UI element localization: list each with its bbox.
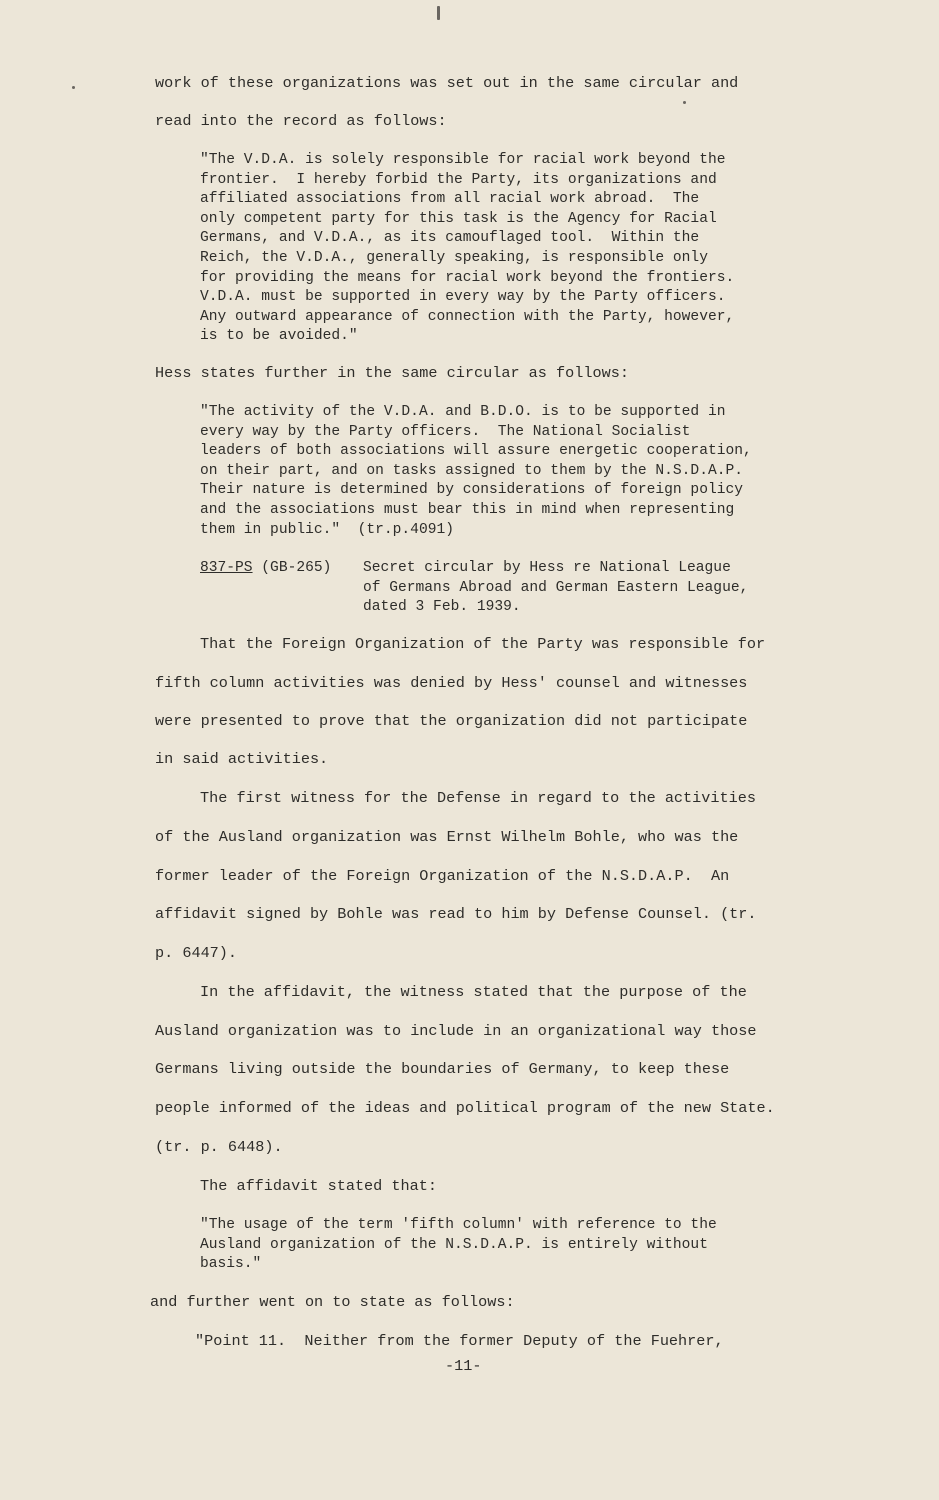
paper-speck (683, 101, 686, 104)
text-line: The affidavit stated that: (200, 1177, 437, 1195)
exhibit-description-line: Secret circular by Hess re National League (363, 560, 731, 576)
quote-line: Ausland organization of the N.S.D.A.P. is entirely without (200, 1236, 708, 1253)
quote-line: basis." (200, 1256, 262, 1273)
text-line: Ausland organization was to include in an organizational way those (155, 1022, 757, 1040)
paper-speck (72, 86, 75, 89)
paper-mark (437, 6, 440, 20)
text-line: in said activities. (155, 750, 329, 768)
text-line: and further went on to state as follows: (150, 1293, 515, 1311)
text-line: That the Foreign Organization of the Party was responsible for (200, 635, 766, 653)
text-line: fifth column activities was denied by Hess' counsel and witnesses (155, 674, 748, 692)
quote-line: Reich, the V.D.A., generally speaking, is responsible only (200, 250, 708, 266)
text-line: of the Ausland organization was Ernst Wilhelm Bohle, who was the (155, 828, 739, 846)
text-line: In the affidavit, the witness stated that the purpose of the (200, 983, 747, 1001)
exhibit-description-line: of Germans Abroad and German Eastern League, (363, 579, 749, 596)
text-line: Hess states further in the same circular as follows: (155, 364, 629, 382)
quote-line: Any outward appearance of connection with the Party, however, (200, 308, 735, 325)
text-line: were presented to prove that the organization did not participate (155, 712, 748, 730)
text-line: "Point 11. Neither from the former Deputy of the Fuehrer, (195, 1332, 724, 1350)
quote-line: for providing the means for racial work beyond the frontiers. (200, 269, 735, 286)
text-line: affidavit signed by Bohle was read to him by Defense Counsel. (tr. (155, 905, 757, 923)
text-line: p. 6447). (155, 944, 238, 962)
text-line: people informed of the ideas and political program of the new State. (155, 1099, 775, 1117)
exhibit-number: 837-PS (200, 560, 253, 576)
exhibit-description-line: dated 3 Feb. 1939. (363, 599, 521, 616)
quote-line: only competent party for this task is the Agency for Racial (200, 210, 717, 227)
exhibit-gb-number: (GB-265) (252, 560, 332, 576)
quote-line: Their nature is determined by considerations of foreign policy (200, 482, 743, 499)
exhibit-reference (200, 558, 331, 578)
quote-line: "The usage of the term 'fifth column' with reference to the (200, 1217, 717, 1233)
quote-line: on their part, and on tasks assigned to them by the N.S.D.A.P. (200, 462, 743, 479)
text-line: former leader of the Foreign Organization of the N.S.D.A.P. An (155, 867, 730, 885)
text-line: (tr. p. 6448). (155, 1138, 283, 1156)
quote-line: them in public." (tr.p.4091) (200, 521, 454, 538)
quote-line: leaders of both associations will assure energetic cooperation, (200, 443, 752, 460)
page-number: -11- (445, 1357, 482, 1375)
quote-line: "The activity of the V.D.A. and B.D.O. is to be supported in (200, 404, 726, 420)
text-line: Germans living outside the boundaries of Germany, to keep these (155, 1060, 730, 1078)
quote-line: is to be avoided." (200, 328, 358, 345)
quote-line: "The V.D.A. is solely responsible for racial work beyond the (200, 152, 726, 168)
quote-line: every way by the Party officers. The National Socialist (200, 423, 691, 440)
quote-line: frontier. I hereby forbid the Party, its organizations and (200, 171, 717, 188)
text-line: read into the record as follows: (155, 112, 447, 130)
text-line: The first witness for the Defense in regard to the activities (200, 789, 756, 807)
quote-line: affiliated associations from all racial work abroad. The (200, 191, 700, 208)
quote-line: V.D.A. must be supported in every way by the Party officers. (200, 289, 726, 306)
quote-line: and the associations must bear this in mind when representing (200, 502, 735, 518)
quote-line: Germans, and V.D.A., as its camouflaged tool. Within the (200, 230, 700, 247)
text-line: work of these organizations was set out in the same circular and (155, 74, 739, 92)
